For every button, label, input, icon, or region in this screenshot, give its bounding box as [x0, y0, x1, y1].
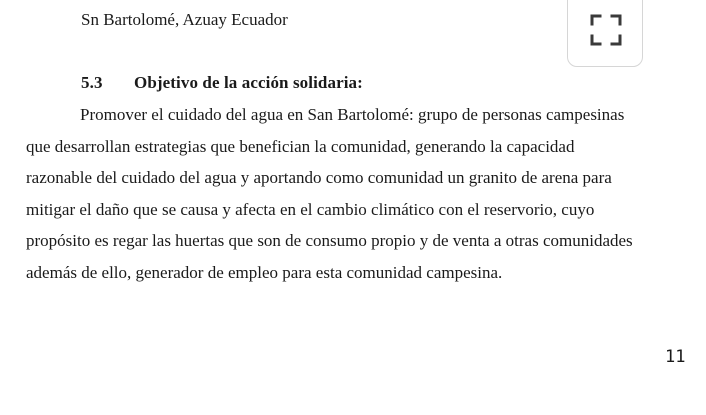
- fullscreen-button[interactable]: [567, 0, 643, 67]
- section-heading: [81, 72, 363, 94]
- section-title: Objetivo de la acción solidaria:: [134, 73, 363, 92]
- paragraph-line: además de ello, generador de empleo para esta comunidad campesina.: [26, 262, 503, 282]
- paragraph-line: que desarrollan estrategias que benefician la comunidad, generando la capacidad: [26, 136, 575, 156]
- paragraph-line: propósito es regar las huertas que son de consumo propio y de venta a otras comunidades: [26, 231, 633, 251]
- body-paragraph: [26, 104, 706, 294]
- paragraph-line: Promover el cuidado del agua en San Bartolomé: grupo de personas campesinas: [80, 105, 625, 124]
- section-number: 5.3: [81, 73, 103, 92]
- page-number: 11: [665, 347, 686, 367]
- paragraph-line: razonable del cuidado del agua y aportando como comunidad un granito de arena para: [26, 168, 612, 188]
- paragraph-line: mitigar el daño que se causa y afecta en el cambio climático con el reservorio, cuyo: [26, 199, 595, 219]
- fullscreen-icon: [590, 14, 622, 46]
- location-line: Sn Bartolomé, Azuay Ecuador: [81, 10, 288, 29]
